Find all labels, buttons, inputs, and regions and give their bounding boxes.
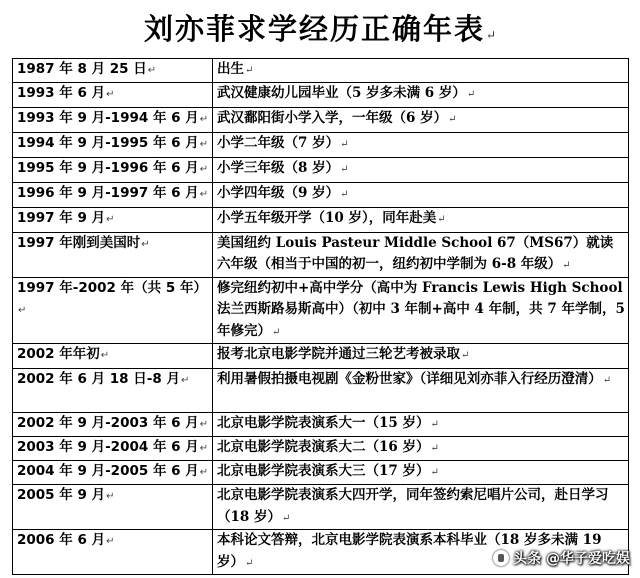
table-row — [13, 461, 629, 485]
event-cell — [213, 157, 629, 182]
event-text: 出生 — [217, 61, 244, 77]
paragraph-mark-icon: ↵ — [147, 65, 157, 76]
event-cell — [213, 232, 629, 277]
table-row — [13, 485, 629, 530]
date-cell — [13, 132, 213, 157]
date-cell — [13, 82, 213, 107]
date-text: 1987 年 8 月 25 日 — [17, 61, 147, 77]
timeline-table — [12, 58, 629, 575]
event-text: 小学二年级（7 岁） — [217, 134, 340, 151]
date-cell — [13, 530, 213, 575]
date-text: 2004 年 9 月-2005 年 6 月 — [17, 463, 199, 479]
event-cell — [213, 207, 629, 232]
paragraph-mark-icon: ↵ — [340, 163, 349, 175]
event-text: 报考北京电影学院并通过三轮艺考被录取 — [217, 346, 460, 362]
date-text: 2006 年 6 月 — [17, 532, 106, 548]
paragraph-mark-icon: ↵ — [199, 419, 209, 430]
event-text: 利用暑假拍摄电视剧《金粉世家》（详细见刘亦菲入行经历澄清） — [217, 371, 602, 387]
date-text: 1995 年 9 月-1996 年 6 月 — [17, 159, 199, 176]
table-row — [13, 107, 629, 132]
event-cell — [213, 461, 629, 485]
paragraph-mark-icon: ↵ — [199, 443, 209, 454]
event-text: 北京电影学院表演系大三（17 岁） — [217, 463, 430, 479]
date-cell — [13, 485, 213, 530]
paragraph-mark-icon: ↵ — [448, 113, 457, 125]
paragraph-mark-icon: ↵ — [485, 28, 497, 42]
date-text: 1993 年 9 月-1994 年 6 月 — [17, 109, 199, 126]
paragraph-mark-icon: ↵ — [437, 213, 446, 225]
date-cell — [13, 59, 213, 83]
paragraph-mark-icon: ↵ — [106, 213, 115, 225]
paragraph-mark-icon: ↵ — [199, 188, 209, 200]
paragraph-mark-icon: ↵ — [245, 557, 254, 569]
paragraph-mark-icon: ↵ — [199, 163, 209, 175]
table-row — [13, 59, 629, 83]
paragraph-mark-icon: ↵ — [18, 305, 27, 316]
date-cell — [13, 157, 213, 182]
paragraph-mark-icon: ↵ — [272, 326, 281, 338]
event-text: 本科论文答辩，北京电影学院表演系本科毕业（18 岁多未满 19 岁） — [217, 532, 602, 570]
paragraph-mark-icon: ↵ — [180, 375, 190, 386]
paragraph-mark-icon: ↵ — [430, 467, 439, 478]
paragraph-mark-icon: ↵ — [199, 138, 209, 150]
event-text: 小学五年级开学（10 岁），同年赴美 — [217, 209, 437, 226]
event-text: 小学四年级（9 岁） — [217, 184, 340, 201]
event-text: 修完纽约初中+高中学分（高中为 Francis Lewis High School 法兰西斯路易斯高中）（初中 3 年制+高中 4 年制，共 7 年学制，5 年修完） — [217, 279, 625, 339]
table-row — [13, 232, 629, 277]
paragraph-mark-icon: ↵ — [245, 65, 254, 76]
paragraph-mark-icon: ↵ — [199, 113, 209, 125]
event-cell — [213, 107, 629, 132]
date-cell — [13, 344, 213, 369]
paragraph-mark-icon: ↵ — [602, 375, 612, 386]
paragraph-mark-icon: ↵ — [100, 350, 110, 361]
event-cell — [213, 59, 629, 83]
date-text: 2002 年 9 月-2003 年 6 月 — [17, 415, 199, 431]
table-row — [13, 157, 629, 182]
date-cell — [13, 437, 213, 461]
date-text: 2002 年 6 月 18 日-8 月 — [17, 371, 180, 387]
paragraph-mark-icon: ↵ — [106, 536, 115, 547]
event-text: 武汉鄱阳街小学入学，一年级（6 岁） — [217, 109, 448, 126]
date-cell — [13, 107, 213, 132]
event-cell — [213, 413, 629, 437]
table-row — [13, 413, 629, 437]
table-row — [13, 182, 629, 207]
table-row — [13, 277, 629, 344]
paragraph-mark-icon: ↵ — [106, 88, 115, 100]
date-cell — [13, 461, 213, 485]
event-text: 小学三年级（8 岁） — [217, 159, 340, 176]
event-cell — [213, 369, 629, 413]
date-text: 1997 年-2002 年（共 5 年） — [17, 279, 207, 296]
date-text: 1996 年 9 月-1997 年 6 月 — [17, 184, 199, 201]
paragraph-mark-icon: ↵ — [106, 491, 115, 502]
date-text: 1997 年 9 月 — [17, 209, 106, 226]
camera-icon — [493, 550, 509, 566]
date-text: 2003 年 9 月-2004 年 6 月 — [17, 439, 199, 455]
event-cell — [213, 277, 629, 344]
date-text: 2005 年 9 月 — [17, 487, 106, 503]
table-row — [13, 82, 629, 107]
event-cell — [213, 344, 629, 369]
date-cell — [13, 413, 213, 437]
paragraph-mark-icon: ↵ — [430, 419, 439, 430]
watermark-text: 头条 @华子爱吃娱 — [513, 551, 630, 567]
source-watermark — [493, 548, 630, 568]
date-text: 1997 年刚到美国时 — [17, 234, 141, 251]
event-cell — [213, 182, 629, 207]
table-row — [13, 132, 629, 157]
table-row — [13, 369, 629, 413]
event-text: 北京电影学院表演系大二（16 岁） — [217, 439, 430, 455]
event-cell — [213, 485, 629, 530]
table-row — [13, 207, 629, 232]
paragraph-mark-icon: ↵ — [199, 467, 209, 478]
date-text: 2002 年年初 — [17, 346, 100, 362]
event-cell — [213, 437, 629, 461]
paragraph-mark-icon: ↵ — [461, 350, 470, 361]
event-text: 北京电影学院表演系大四开学，同年签约索尼唱片公司，赴日学习（18 岁） — [217, 487, 609, 525]
date-cell — [13, 207, 213, 232]
paragraph-mark-icon: ↵ — [340, 138, 349, 150]
paragraph-mark-icon: ↵ — [282, 512, 291, 524]
event-cell — [213, 132, 629, 157]
paragraph-mark-icon: ↵ — [466, 88, 476, 100]
date-cell — [13, 232, 213, 277]
event-text: 北京电影学院表演系大一（15 岁） — [217, 415, 430, 431]
event-text: 美国纽约 Louis Pasteur Middle School 67（MS67）就读六年级（相当于中国的初一，纽约初中学制为 6-8 年级） — [217, 234, 614, 272]
date-cell — [13, 277, 213, 344]
date-text: 1994 年 9 月-1995 年 6 月 — [17, 134, 199, 151]
paragraph-mark-icon: ↵ — [340, 188, 349, 200]
table-row — [13, 344, 629, 369]
event-cell — [213, 82, 629, 107]
table-row — [13, 437, 629, 461]
paragraph-mark-icon: ↵ — [141, 238, 150, 250]
paragraph-mark-icon: ↵ — [562, 260, 571, 271]
date-text: 1993 年 6 月 — [17, 84, 106, 101]
title-text: 刘亦菲求学经历正确年表 — [143, 12, 485, 46]
event-text: 武汉健康幼儿园毕业（5 岁多未满 6 岁） — [217, 84, 466, 101]
date-cell — [13, 182, 213, 207]
page-title — [0, 8, 640, 56]
paragraph-mark-icon: ↵ — [430, 443, 439, 454]
date-cell — [13, 369, 213, 413]
